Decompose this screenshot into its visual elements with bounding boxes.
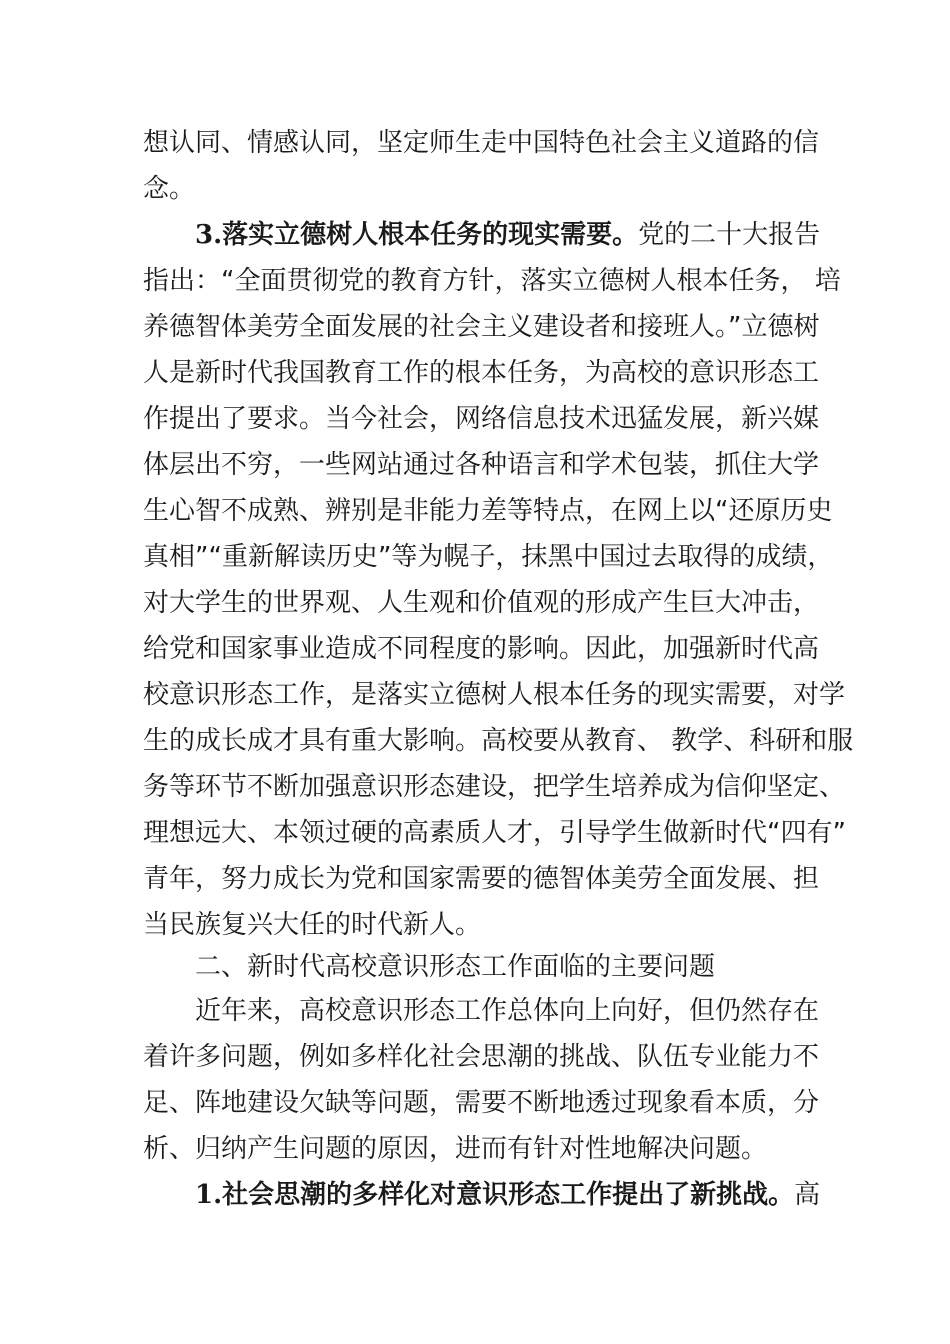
paragraph-line: 给党和国家事业造成不同程度的影响。因此，加强新时代高 <box>143 634 820 664</box>
paragraph-line: 理想远大、本领过硬的高素质人才，引导学生做新时代“四有” <box>143 818 846 848</box>
section-heading: 社会思潮的多样化对意识形态工作提出了新挑战。 <box>222 1180 795 1210</box>
paragraph-line: 足、阵地建设欠缺等问题，需要不断地透过现象看本质，分 <box>143 1088 820 1118</box>
paragraph-line: 体层出不穷，一些网站通过各种语言和学术包装，抓住大学 <box>143 450 820 480</box>
paragraph-line: 生心智不成熟、辨别是非能力差等特点，在网上以“还原历史 <box>143 496 833 526</box>
section-heading-line <box>195 1172 820 1218</box>
paragraph-line: 念。 <box>143 174 196 204</box>
paragraph-line: 真相”“重新解读历史”等为幌子，抹黑中国过去取得的成绩， <box>143 542 834 572</box>
paragraph-text: 党的二十大报告 <box>638 220 821 250</box>
section-number: 3. <box>195 220 223 250</box>
paragraph-line: 养德智体美劳全面发展的社会主义建设者和接班人。”立德树 <box>143 312 820 342</box>
section-title: 二、新时代高校意识形态工作面临的主要问题 <box>195 952 716 982</box>
paragraph-line: 校意识形态工作，是落实立德树人根本任务的现实需要，对学 <box>143 680 846 710</box>
paragraph-line: 想认同、情感认同，坚定师生走中国特色社会主义道路的信 <box>143 128 820 158</box>
paragraph-line: 青年，努力成长为党和国家需要的德智体美劳全面发展、担 <box>143 864 820 894</box>
paragraph-line: 析、归纳产生问题的原因，进而有针对性地解决问题。 <box>143 1134 768 1164</box>
paragraph-line: 务等环节不断加强意识形态建设，把学生培养成为信仰坚定、 <box>143 772 846 802</box>
paragraph-line: 近年来，高校意识形态工作总体向上向好，但仍然存在 <box>195 996 820 1026</box>
section-number: 1. <box>195 1180 223 1210</box>
paragraph-line: 作提出了要求。当今社会，网络信息技术迅猛发展，新兴媒 <box>143 404 820 434</box>
paragraph-line: 当民族复兴大任的时代新人。 <box>143 910 482 940</box>
section-heading-line <box>195 212 820 258</box>
paragraph-line: 对大学生的世界观、人生观和价值观的形成产生巨大冲击， <box>143 588 820 618</box>
section-heading: 落实立德树人根本任务的现实需要。 <box>222 220 639 250</box>
paragraph-line: 指出：“全面贯彻党的教育方针，落实立德树人根本任务， 培 <box>143 266 841 296</box>
paragraph-line: 人是新时代我国教育工作的根本任务，为高校的意识形态工 <box>143 358 820 388</box>
paragraph-line: 着许多问题，例如多样化社会思潮的挑战、队伍专业能力不 <box>143 1042 820 1072</box>
paragraph-text: 高 <box>794 1180 821 1210</box>
paragraph-line: 生的成长成才具有重大影响。高校要从教育、 教学、科研和服 <box>143 726 854 756</box>
